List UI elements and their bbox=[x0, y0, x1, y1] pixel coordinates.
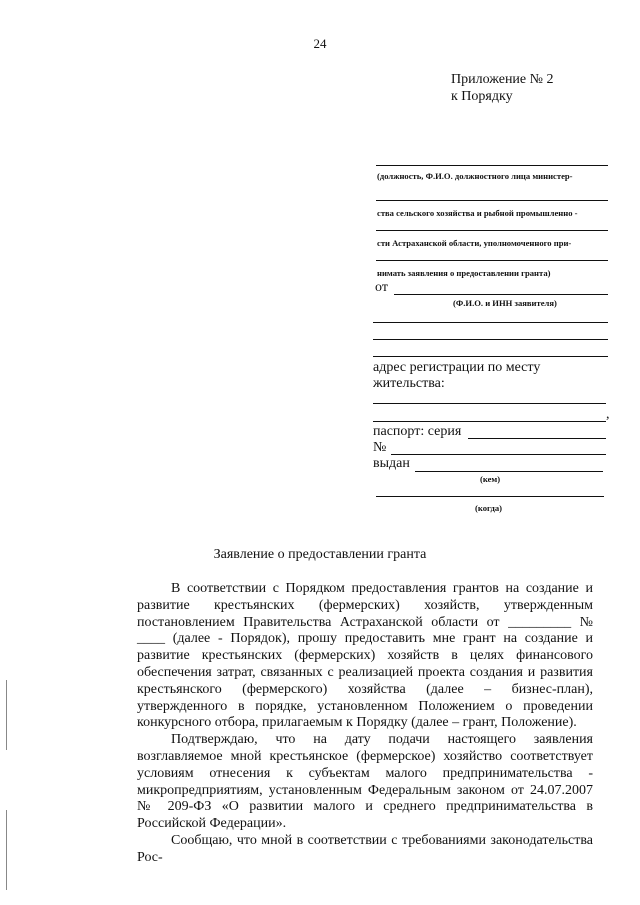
from-extra-line-3 bbox=[373, 356, 608, 357]
address-label-1: адрес регистрации по месту bbox=[373, 360, 541, 375]
address-line-2 bbox=[373, 421, 606, 422]
addressee-line-3 bbox=[376, 230, 608, 231]
scan-margin-mark-lower bbox=[6, 810, 7, 890]
addressee-line-1 bbox=[376, 165, 608, 166]
addressee-line-4 bbox=[376, 260, 608, 261]
issued-when-line bbox=[376, 496, 604, 497]
from-line bbox=[394, 294, 608, 295]
passport-number-line bbox=[391, 454, 606, 455]
from-label: от bbox=[375, 280, 388, 295]
issued-by-line bbox=[415, 471, 603, 472]
addressee-line-2 bbox=[376, 200, 608, 201]
appendix-line-2: к Порядку bbox=[451, 89, 513, 104]
address-label-2: жительства: bbox=[373, 376, 445, 391]
from-caption: (Ф.И.О. и ИНН заявителя) bbox=[453, 298, 557, 308]
from-extra-line-1 bbox=[373, 322, 608, 323]
issued-by-caption: (кем) bbox=[480, 474, 501, 484]
issued-label: выдан bbox=[373, 456, 410, 471]
addressee-caption-4: нимать заявления о предоставлении гранта) bbox=[377, 268, 551, 278]
from-extra-line-2 bbox=[373, 339, 608, 340]
address-comma: , bbox=[606, 407, 610, 422]
paragraph-3: Сообщаю, что мной в соответствии с требованиями законодательства Рос- bbox=[137, 832, 593, 865]
addressee-caption-3: сти Астраханской области, уполномоченного при- bbox=[377, 238, 572, 248]
document-title: Заявление о предоставлении гранта bbox=[213, 547, 427, 562]
page-number: 24 bbox=[313, 36, 327, 51]
scan-margin-mark bbox=[6, 680, 7, 750]
passport-number-label: № bbox=[373, 440, 387, 455]
paragraph-2: Подтверждаю, что на дату подачи настоящего заявления возглавляемое мной крестьянское (фермерское) хозяйство соответствует условиям отнесения к субъектам малого предпринимательства - микропредприятиям, установленным Федеральным законом от 24.07.2007 № 209-ФЗ «О развитии малого и среднего предпринимательства в Российской Федерации». bbox=[137, 732, 593, 832]
addressee-caption-1: (должность, Ф.И.О. должностного лица министер- bbox=[377, 171, 573, 181]
appendix-line-1: Приложение № 2 bbox=[451, 72, 554, 87]
issued-when-caption: (когда) bbox=[475, 503, 502, 513]
passport-series-line bbox=[468, 438, 606, 439]
addressee-caption-2: ства сельского хозяйства и рыбной промышленно - bbox=[377, 208, 578, 218]
passport-series-label: паспорт: серия bbox=[373, 424, 462, 439]
paragraph-1: В соответствии с Порядком предоставления грантов на создание и развитие крестьянских (фермерских) хозяйств, утвержденным постановлением Правительства Астраханской области от _________ № ____ (далее - Порядок), прошу предоставить мне грант на создание и развитие крестьянских (фермерских) хозяйств в целях финансового обеспечения затрат, связанных с реализацией проекта создания и развития крестьянского (фермерского) хозяйства (далее – бизнес-план), утвержденного в порядке, установленном Положением о проведении конкурсного отбора, прилагаемым к Порядку (далее – грант, Положение). bbox=[137, 581, 593, 731]
body-text bbox=[137, 581, 593, 867]
address-line-1 bbox=[373, 403, 606, 404]
